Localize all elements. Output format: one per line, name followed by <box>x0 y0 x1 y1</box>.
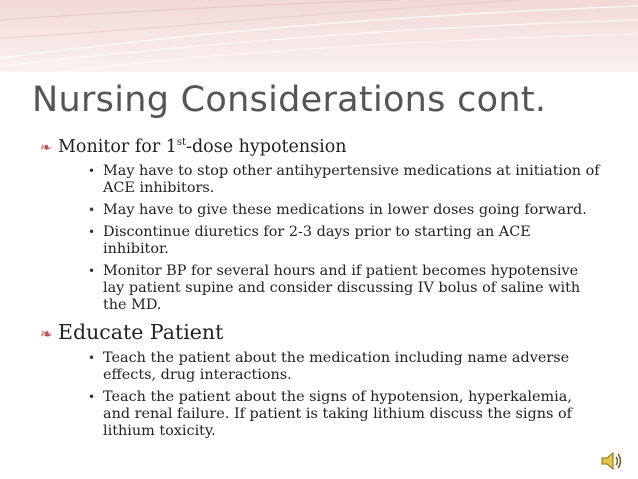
heading-text-rest: -dose hypotension <box>186 137 347 157</box>
sub-bullet-text: May have to stop other antihypertensive medications at initiation of ACE inhibitors. <box>103 163 600 196</box>
slide-content <box>0 136 638 446</box>
dot-bullet-icon: • <box>88 351 96 365</box>
sub-bullet-item <box>0 202 638 219</box>
dot-bullet-icon: • <box>88 203 96 217</box>
dot-bullet-icon: • <box>88 164 96 178</box>
header-band <box>0 0 638 72</box>
speaker-graphic <box>600 450 624 472</box>
heading-superscript: st <box>176 137 187 148</box>
sub-bullet-item <box>0 263 638 314</box>
heading-text: Monitor for 1 <box>58 137 177 157</box>
sub-bullet-item <box>0 350 638 384</box>
decorative-curves <box>0 0 638 72</box>
sub-bullet-text: Monitor BP for several hours and if patient becomes hypotensive lay patient supine and consider discussing IV bolus of saline with the MD. <box>103 263 581 313</box>
speaker-icon[interactable] <box>600 450 624 476</box>
bullet-monitor-heading <box>0 136 638 158</box>
sub-bullet-text: Teach the patient about the signs of hypotension, hyperkalemia, and renal failure. If patient is taking lithium discuss the signs of lithium toxicity. <box>103 389 572 439</box>
heading-text: Educate Patient <box>58 320 224 344</box>
sub-bullet-text: Teach the patient about the medication including name adverse effects, drug interactions. <box>103 350 570 383</box>
dot-bullet-icon: • <box>88 264 96 278</box>
sub-bullet-text: Discontinue diuretics for 2-3 days prior to starting an ACE inhibitor. <box>103 224 531 257</box>
dot-bullet-icon: • <box>88 225 96 239</box>
bullet-educate-heading <box>0 320 638 345</box>
fleuron-bullet-icon: ❧ <box>40 325 53 343</box>
fleuron-bullet-icon: ❧ <box>40 140 52 156</box>
sub-bullet-text: May have to give these medications in lower doses going forward. <box>103 202 587 218</box>
dot-bullet-icon: • <box>88 390 96 404</box>
section-monitor <box>0 136 638 314</box>
sub-bullet-item <box>0 163 638 197</box>
sub-bullet-item <box>0 389 638 440</box>
slide-title: Nursing Considerations cont. <box>32 80 547 120</box>
sub-bullet-item <box>0 224 638 258</box>
section-educate <box>0 320 638 440</box>
